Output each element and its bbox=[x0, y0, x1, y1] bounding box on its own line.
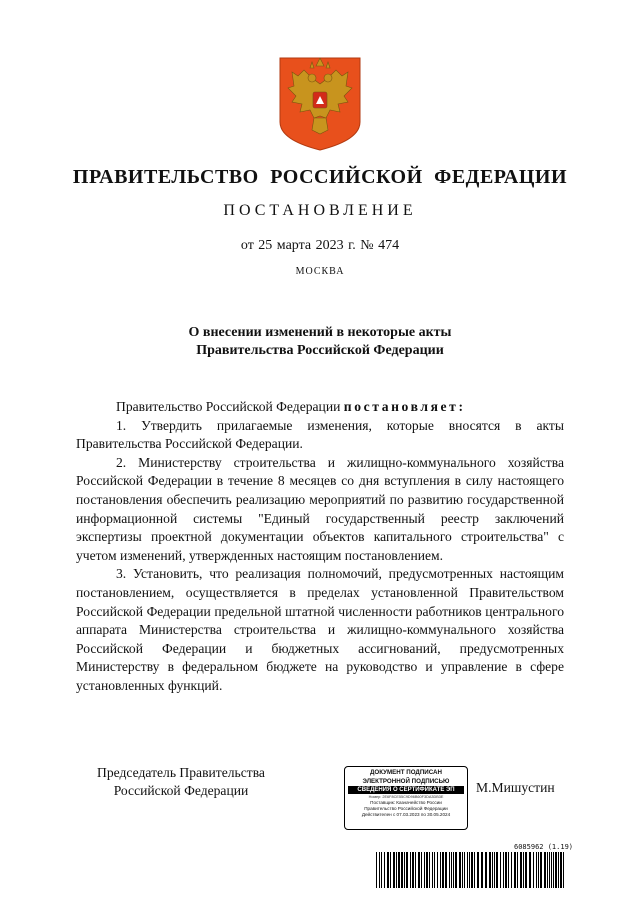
paragraph-1: 1. Утвердить прилагаемые изменения, которые вносятся в акты Правительства Российской Федерации. bbox=[76, 417, 564, 452]
coat-of-arms-icon bbox=[278, 56, 362, 152]
date-number-line: от 25 марта 2023 г. № 474 bbox=[240, 238, 400, 253]
signer-role bbox=[76, 764, 286, 800]
stamp-certificate-bar: СВЕДЕНИЯ О СЕРТИФИКАТЕ ЭП bbox=[348, 786, 464, 794]
document-body bbox=[76, 398, 564, 696]
paragraph-2: 2. Министерству строительства и жилищно-коммунального хозяйства Российской Федерации в течение 8 месяцев со дня вступления в силу настоящего постановления обеспечить реализацию мероприятий по развитию государственной информационной системы "Единый государственный реестр заключений экспертизы проектной документации объектов капитального строительства" с учетом изменений, утвержденных настоящим постановлением. bbox=[76, 454, 564, 563]
document-code: 6085962 (1.19) bbox=[514, 843, 574, 851]
stamp-issuer: Поставщик: Казначейство России bbox=[370, 800, 442, 805]
stamp-number: Номер: 2E6F8CE55C9D96B60F3DA3DB3E bbox=[368, 795, 444, 799]
stamp-validity: Действителен с 07.03.2023 по 30.05.2024 bbox=[361, 812, 451, 817]
barcode-icon bbox=[376, 852, 566, 888]
intro-verb: постановляет: bbox=[343, 399, 466, 414]
city: МОСКВА bbox=[295, 266, 345, 277]
paragraph-3: 3. Установить, что реализация полномочий, предусмотренных настоящим постановлением, осуществляется в пределах установленной Правительством Российской Федерации предельной штатной численности работников центрального аппарата Министерства строительства и жилищно-коммунального хозяйства Российской Федерации и бюджетных ассигнований, предусмотренных Министерству в федеральном бюджете на руководство и управление в сфере установленных функций. bbox=[76, 566, 564, 693]
document-subject bbox=[0, 324, 640, 360]
document-type: ПОСТАНОВЛЕНИЕ bbox=[223, 202, 417, 219]
signer-role-line-2: Российской Федерации bbox=[113, 783, 249, 798]
stamp-line-2: ЭЛЕКТРОННОЙ ПОДПИСЬЮ bbox=[362, 778, 450, 785]
intro-text: Правительство Российской Федерации bbox=[116, 399, 341, 414]
signer-role-line-1: Председатель Правительства bbox=[97, 765, 265, 780]
stamp-line-1: ДОКУМЕНТ ПОДПИСАН bbox=[370, 769, 442, 776]
stamp-owner: Правительство Российской Федерации bbox=[364, 806, 448, 811]
subject-line-2: Правительства Российской Федерации bbox=[196, 343, 444, 358]
signer-name: М.Мишустин bbox=[476, 780, 555, 795]
intro-paragraph bbox=[76, 398, 564, 417]
electronic-signature-stamp bbox=[344, 766, 468, 830]
government-title: ПРАВИТЕЛЬСТВО РОССИЙСКОЙ ФЕДЕРАЦИИ bbox=[72, 166, 568, 188]
subject-line-1: О внесении изменений в некоторые акты bbox=[188, 325, 452, 340]
